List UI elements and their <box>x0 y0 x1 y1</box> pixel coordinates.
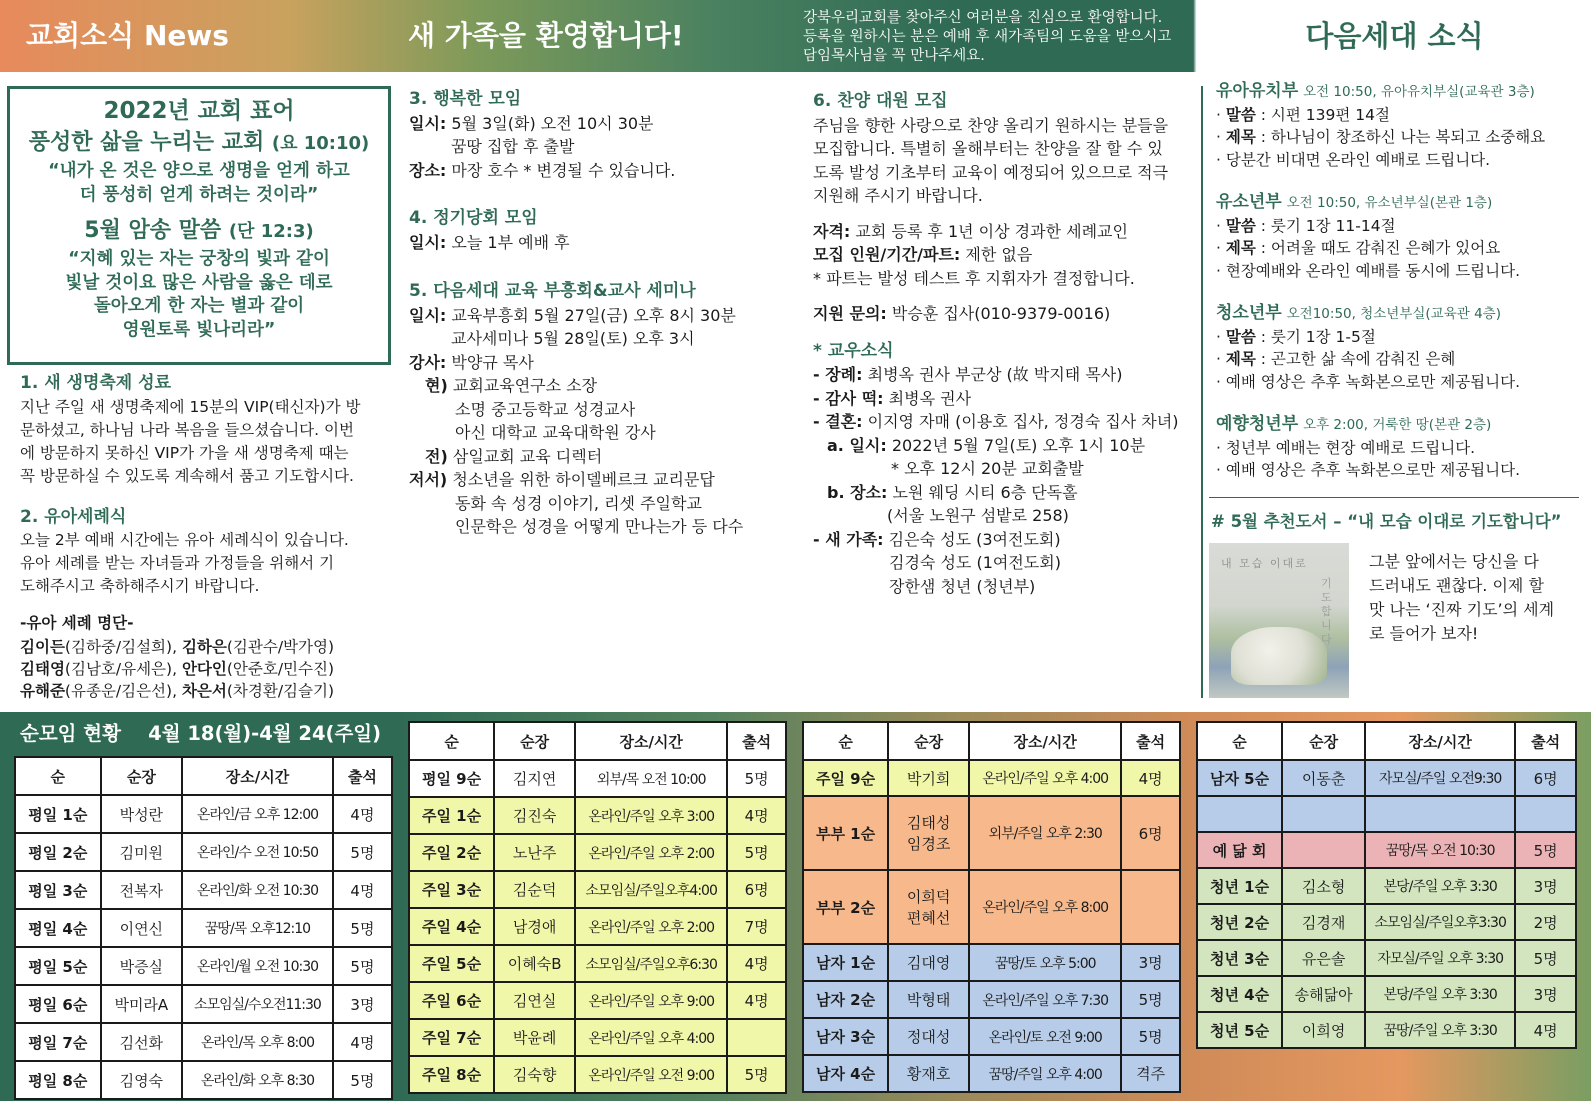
group-name-cell: 주일 3순 <box>409 871 494 908</box>
right-news-column: 6. 찬양 대원 모집 주님을 향한 사랑으로 찬양 올리기 원하시는 분들을 모집합니다. 특별히 올해부터는 찬양을 잘 할 수 있 도록 발성 기초부터 교육이 예정되어 있으므로 적극 지원해 주시기 바랍니다. 자격: 교회 등록 후 1년 이상 경과한 세례교인 모집 인원/기간/파트: 제한 없음 * 파트는 발성 테스트 후 지휘자가 결정합니다. 지원 문의: 박승훈 집사(010-9379-0016) * 교우소식 - 장례: 최병옥 권사 부군상 (故 박지태 목사) - 감사 떡: 최병옥 권사 - 결혼: 이지영 자매 (이용호 집사, 정경숙 집사 차녀) a. 일시: 2022년 5월 7일(토) 오후 1시 10분 * 오후 12시 20분 교회출발 b. 장소: 노원 웨딩 시티 6층 단독홀 (서울 노원구 섬밭로 258) - 새 가족: 김은숙 성도 (3여전도회) 김경숙 성도 (1여전도회) 장한샘 청년 (청년부) <box>813 90 1193 598</box>
attendance-cell: 5명 <box>1121 981 1180 1018</box>
news-2-title: 2. 유아세례식 <box>20 506 127 527</box>
place-time-cell: 온라인/화 오전 10:30 <box>182 871 333 909</box>
place-time-cell: 꿈땅/목 오후12:10 <box>182 909 333 947</box>
attendance-cell: 6명 <box>1515 760 1576 796</box>
group-name-cell: 주일 7순 <box>409 1019 494 1056</box>
column-header: 장소/시간 <box>575 722 727 760</box>
leader-cell: 김태성 임경조 <box>888 796 969 870</box>
attendance-title: 순모임 현황 4월 18(월)-4월 24(주일) <box>20 722 382 745</box>
group-name-cell: 평일 3순 <box>15 871 101 909</box>
group-name-cell: 남자 1순 <box>803 944 888 981</box>
leader-cell: 박형태 <box>888 981 969 1018</box>
table-row <box>1197 760 1576 796</box>
group-name-cell: 평일 5순 <box>15 947 101 985</box>
leader-cell: 박기희 <box>888 760 969 796</box>
place-time-cell <box>1365 796 1515 832</box>
attendance-cell: 5명 <box>727 760 786 797</box>
table-row <box>409 871 786 908</box>
table-row <box>409 1056 786 1093</box>
place-time-cell: 온라인/주일 오후 7:30 <box>969 981 1121 1018</box>
table-row <box>1197 868 1576 904</box>
leader-cell: 김영숙 <box>101 1061 183 1099</box>
group-name-cell: 평일 2순 <box>15 833 101 871</box>
place-time-cell: 꿈땅/주일 오후 3:30 <box>1365 1012 1515 1048</box>
attendance-cell: 6명 <box>727 871 786 908</box>
leader-cell: 박성란 <box>101 795 183 833</box>
table-row <box>409 982 786 1019</box>
baptism-roster-title: -유아 세례 명단- <box>20 614 134 632</box>
table-row <box>803 981 1180 1018</box>
dept-block: 유소년부 오전 10:50, 유소년부실(본관 1층) · 말씀 : 룻기 1장 11-14절 · 제목 : 어려울 때도 감춰진 은혜가 있어요 · 현장예배와 온라인 예배를 동시에 드립니다. <box>1216 192 1521 280</box>
table-row <box>803 1018 1180 1055</box>
table-row <box>803 796 1180 870</box>
attendance-cell: 2명 <box>1515 904 1576 940</box>
column-header: 순 <box>1197 722 1282 760</box>
table-row <box>15 833 392 871</box>
attendance-cell: 4명 <box>1515 1012 1576 1048</box>
place-time-cell: 온라인/주일 오후 4:00 <box>575 1019 727 1056</box>
dept-block: 청소년부 오전10:50, 청소년부실(교육관 4층) · 말씀 : 룻기 1장 1-5절 · 제목 : 곤고한 삶 속에 감춰진 은혜 · 예배 영상은 추후 녹화본으로만 제공됩니다. <box>1216 303 1521 391</box>
leader-cell: 노난주 <box>494 834 575 871</box>
column-header: 출석 <box>1515 722 1576 760</box>
table-row <box>1197 796 1576 832</box>
place-time-cell: 온라인/화 오후 8:30 <box>182 1061 333 1099</box>
attendance-cell: 3명 <box>1515 868 1576 904</box>
place-time-cell: 꿈땅/토 오후 5:00 <box>969 944 1121 981</box>
group-name-cell: 평일 1순 <box>15 795 101 833</box>
table-row <box>409 797 786 834</box>
attendance-cell: 7명 <box>727 908 786 945</box>
memory-verse-line: 돌아오게 한 자는 별과 같이 <box>93 296 305 316</box>
attendance-cell: 격주 <box>1121 1055 1180 1092</box>
group-name-cell: 주일 9순 <box>803 760 888 796</box>
table-row <box>15 985 392 1023</box>
news-1-title: 1. 새 생명축제 성료 <box>20 373 171 393</box>
group-name-cell: 남자 4순 <box>803 1055 888 1092</box>
leader-cell: 황재호 <box>888 1055 969 1092</box>
place-time-cell: 온라인/주일 오후 4:00 <box>969 760 1121 796</box>
welcome-message: 강북우리교회를 찾아주신 여러분을 진심으로 환영합니다. 등록을 원하시는 분은 예배 후 새가족팀의 도움을 받으시고 담임목사님을 꼭 만나주세요. <box>803 10 1172 64</box>
leader-cell <box>1282 796 1365 832</box>
group-name-cell: 평일 8순 <box>15 1061 101 1099</box>
group-name-cell: 주일 6순 <box>409 982 494 1019</box>
middle-news-column: 3. 행복한 모임 일시: 5월 3일(화) 오전 10시 30분 꿈땅 집합 후 출발 장소: 마장 호수 * 변경될 수 있습니다. 4. 정기당회 모임 일시: 오늘 1부 예배 후 5. 다음세대 교육 부흥회&교사 세미나 일시: 교육부흥회 5월 27일(금) 오후 8시 30분 교사세미나 5월 28일(토) 오후 3시 강사: 박양규 목사 현) 교회교육연구소 소장 소명 중고등학교 성경교사 아신 대학교 교육대학원 강사 전) 삼일교회 교육 디렉터 저서) 청소년을 위한 하이델베르크 교리문답 동화 속 성경 이야기, 리셋 주일학교 인문학은 성경을 어떻게 만나는가 등 다수 <box>409 88 794 539</box>
group-name-cell: 주일 2순 <box>409 834 494 871</box>
column-header: 순장 <box>888 722 969 760</box>
group-name-cell: 남자 2순 <box>803 981 888 1018</box>
column-header: 순 <box>409 722 494 760</box>
table-row <box>409 760 786 797</box>
news-4-title: 4. 정기당회 모임 <box>409 208 538 228</box>
book-description: 그분 앞에서는 당신을 다 드러내도 괜찮다. 이제 할 맛 나는 ‘진짜 기도’의 세계 로 들어가 보자! <box>1369 552 1555 643</box>
leader-cell: 이혜숙B <box>494 945 575 982</box>
welcome-title: 새 가족을 환영합니다! <box>408 19 684 52</box>
leader-cell: 김지연 <box>494 760 575 797</box>
table-row <box>803 944 1180 981</box>
place-time-cell: 온라인/월 오전 10:30 <box>182 947 333 985</box>
memory-verse-line: “지혜 있는 자는 궁창의 빛과 같이 <box>68 249 330 269</box>
recommended-book-title: # 5월 추천도서 – “내 모습 이대로 기도합니다” <box>1211 512 1562 531</box>
dept-block: 유아유치부 오전 10:50, 유아유치부실(교육관 3층) · 말씀 : 시편 139편 14절 · 제목 : 하나님이 창조하신 나는 복되고 소중해요 · 당분간 비대면 온라인 예배로 드립니다. <box>1216 81 1546 169</box>
leader-cell: 이동춘 <box>1282 760 1365 796</box>
column-header: 순 <box>803 722 888 760</box>
leader-cell: 김순덕 <box>494 871 575 908</box>
table-row <box>15 947 392 985</box>
attendance-table-2 <box>408 721 787 1094</box>
table-row <box>1197 976 1576 1012</box>
attendance-cell: 4명 <box>333 1023 392 1061</box>
place-time-cell: 온라인/주일 오후 9:00 <box>575 982 727 1019</box>
group-name-cell: 평일 7순 <box>15 1023 101 1061</box>
leader-cell: 박윤례 <box>494 1019 575 1056</box>
table-row <box>409 908 786 945</box>
leader-cell: 남경애 <box>494 908 575 945</box>
group-name-cell: 청년 4순 <box>1197 976 1282 1012</box>
column-header: 장소/시간 <box>969 722 1121 760</box>
place-time-cell: 온라인/주일 오후 2:00 <box>575 834 727 871</box>
group-name-cell: 청년 1순 <box>1197 868 1282 904</box>
place-time-cell: 온라인/목 오후 8:00 <box>182 1023 333 1061</box>
news-5-title: 5. 다음세대 교육 부흥회&교사 세미나 <box>409 281 696 301</box>
attendance-cell <box>1515 796 1576 832</box>
place-time-cell: 자모실/주일 오후 3:30 <box>1365 940 1515 976</box>
column-header: 순장 <box>101 757 183 795</box>
place-time-cell: 외부/주일 오후 2:30 <box>969 796 1121 870</box>
table-row <box>1197 940 1576 976</box>
group-name-cell <box>1197 796 1282 832</box>
attendance-cell: 5명 <box>1121 1018 1180 1055</box>
table-row <box>409 834 786 871</box>
leader-cell: 김대영 <box>888 944 969 981</box>
group-name-cell: 주일 1순 <box>409 797 494 834</box>
place-time-cell: 꿈땅/목 오전 10:30 <box>1365 832 1515 868</box>
motto-title: 2022년 교회 표어 <box>103 98 295 124</box>
table-row <box>803 1055 1180 1092</box>
place-time-cell: 온라인/주일 오후 2:00 <box>575 908 727 945</box>
place-time-cell: 소모임실/수오전11:30 <box>182 985 333 1023</box>
baptism-roster: 김이든(김하중/김설희), 김하은(김관수/박가영) 김태영(김남호/유세은), 안다인(안준호/민수진) 유해준(유종운/김은선), 차은서(차경환/김슬기) <box>20 637 335 700</box>
attendance-cell: 3명 <box>1515 976 1576 1012</box>
table-row <box>1197 904 1576 940</box>
group-name-cell: 남자 5순 <box>1197 760 1282 796</box>
column-header: 장소/시간 <box>182 757 333 795</box>
place-time-cell: 소모임실/주일오후4:00 <box>575 871 727 908</box>
memory-verse-line: 영원토록 빛나리라” <box>122 319 276 340</box>
table-row <box>15 1061 392 1099</box>
attendance-cell: 4명 <box>727 797 786 834</box>
memory-verse-title: 5월 암송 말씀 (단 12:3) <box>84 218 314 243</box>
leader-cell: 김선화 <box>101 1023 183 1061</box>
place-time-cell: 소모임실/주일오후6:30 <box>575 945 727 982</box>
attendance-cell: 5명 <box>727 1056 786 1093</box>
group-name-cell: 평일 9순 <box>409 760 494 797</box>
column-header: 순장 <box>1282 722 1365 760</box>
group-name-cell: 주일 4순 <box>409 908 494 945</box>
column-header: 순 <box>15 757 101 795</box>
place-time-cell: 온라인/토 오전 9:00 <box>969 1018 1121 1055</box>
leader-cell: 이희영 <box>1282 1012 1365 1048</box>
attendance-cell: 4명 <box>727 982 786 1019</box>
dept-block: 예향청년부 오후 2:00, 거룩한 땅(본관 2층) · 청년부 예배는 현장 예배로 드립니다. · 예배 영상은 추후 녹화본으로만 제공됩니다. <box>1216 414 1521 479</box>
news-6-title: 6. 찬양 대원 모집 <box>813 91 948 111</box>
memory-verse-line: 빛날 것이요 많은 사람을 옳은 데로 <box>65 272 333 293</box>
church-motto-box <box>7 86 391 365</box>
news-title: 교회소식 News <box>26 19 229 52</box>
table-row <box>803 760 1180 796</box>
leader-cell: 김미원 <box>101 833 183 871</box>
attendance-cell: 4명 <box>1121 760 1180 796</box>
column-header: 출석 <box>1121 722 1180 760</box>
place-time-cell: 자모실/주일 오전9:30 <box>1365 760 1515 796</box>
attendance-cell: 4명 <box>727 945 786 982</box>
leader-cell <box>1282 832 1365 868</box>
table-row <box>409 945 786 982</box>
place-time-cell: 온라인/주일 오후 3:00 <box>575 797 727 834</box>
member-news-title: * 교우소식 <box>813 340 894 361</box>
group-name-cell: 예 닮 회 <box>1197 832 1282 868</box>
table-row <box>15 909 392 947</box>
attendance-cell: 5명 <box>333 909 392 947</box>
book-cover-image: 내 모습 이대로 기도합니다 <box>1209 543 1349 698</box>
leader-cell: 정대성 <box>888 1018 969 1055</box>
motto-quote-line: 더 풍성히 얻게 하려는 것이라” <box>79 184 319 205</box>
leader-cell: 전복자 <box>101 871 183 909</box>
group-name-cell: 평일 6순 <box>15 985 101 1023</box>
group-name-cell: 청년 5순 <box>1197 1012 1282 1048</box>
leader-cell: 이희덕 편혜선 <box>888 870 969 944</box>
attendance-cell: 4명 <box>333 871 392 909</box>
table-row <box>1197 1012 1576 1048</box>
attendance-table-1 <box>14 756 393 1100</box>
leader-cell: 김경재 <box>1282 904 1365 940</box>
leader-cell: 박미라A <box>101 985 183 1023</box>
place-time-cell: 온라인/주일 오전 9:00 <box>575 1056 727 1093</box>
group-name-cell: 주일 5순 <box>409 945 494 982</box>
attendance-cell: 5명 <box>1515 832 1576 868</box>
group-name-cell: 부부 1순 <box>803 796 888 870</box>
attendance-cell <box>1121 870 1180 944</box>
attendance-table-4 <box>1196 721 1577 1049</box>
motto-slogan: 풍성한 삶을 누리는 교회 (요 10:10) <box>28 130 370 155</box>
leader-cell: 김연실 <box>494 982 575 1019</box>
attendance-cell: 5명 <box>1515 940 1576 976</box>
section-divider <box>1209 497 1579 498</box>
place-time-cell: 꿈땅/주일 오후 4:00 <box>969 1055 1121 1092</box>
attendance-cell: 5명 <box>333 833 392 871</box>
group-name-cell: 청년 3순 <box>1197 940 1282 976</box>
leader-cell: 김소형 <box>1282 868 1365 904</box>
place-time-cell: 본당/주일 오후 3:30 <box>1365 868 1515 904</box>
motto-quote-line: “내가 온 것은 양으로 생명을 얻게 하고 <box>48 161 350 181</box>
column-divider <box>1201 86 1203 698</box>
place-time-cell: 소모임실/주일오후3:30 <box>1365 904 1515 940</box>
group-name-cell: 주일 8순 <box>409 1056 494 1093</box>
place-time-cell: 온라인/수 오전 10:50 <box>182 833 333 871</box>
leader-cell: 김진숙 <box>494 797 575 834</box>
leader-cell: 박증실 <box>101 947 183 985</box>
attendance-cell: 3명 <box>1121 944 1180 981</box>
leader-cell: 송해닮아 <box>1282 976 1365 1012</box>
next-generation-title: 다음세대 소식 <box>1198 0 1591 72</box>
table-row <box>15 795 392 833</box>
place-time-cell: 온라인/금 오후 12:00 <box>182 795 333 833</box>
table-row <box>15 1023 392 1061</box>
place-time-cell: 온라인/주일 오후 8:00 <box>969 870 1121 944</box>
table-row <box>1197 832 1576 868</box>
table-row <box>803 870 1180 944</box>
attendance-cell: 5명 <box>333 1061 392 1099</box>
attendance-cell: 6명 <box>1121 796 1180 870</box>
table-row <box>409 1019 786 1056</box>
attendance-cell <box>727 1019 786 1056</box>
table-row <box>15 871 392 909</box>
group-name-cell: 평일 4순 <box>15 909 101 947</box>
attendance-cell: 4명 <box>333 795 392 833</box>
leader-cell: 유은솔 <box>1282 940 1365 976</box>
next-generation-column <box>1216 80 1588 482</box>
column-header: 장소/시간 <box>1365 722 1515 760</box>
attendance-cell: 3명 <box>333 985 392 1023</box>
group-name-cell: 청년 2순 <box>1197 904 1282 940</box>
attendance-cell: 5명 <box>727 834 786 871</box>
place-time-cell: 외부/목 오전 10:00 <box>575 760 727 797</box>
column-header: 순장 <box>494 722 575 760</box>
column-header: 출석 <box>727 722 786 760</box>
news-3-title: 3. 행복한 모임 <box>409 89 522 109</box>
leader-cell: 이연신 <box>101 909 183 947</box>
group-name-cell: 부부 2순 <box>803 870 888 944</box>
column-header: 출석 <box>333 757 392 795</box>
attendance-cell: 5명 <box>333 947 392 985</box>
place-time-cell: 본당/주일 오후 3:30 <box>1365 976 1515 1012</box>
leader-cell: 김숙향 <box>494 1056 575 1093</box>
attendance-table-3 <box>802 721 1181 1093</box>
group-name-cell: 남자 3순 <box>803 1018 888 1055</box>
left-news-column: 1. 새 생명축제 성료 지난 주일 새 생명축제에 15분의 VIP(태신자)가 방 문하셨고, 하나님 나라 복음을 들으셨습니다. 이번 에 방문하지 못하신 VIP가 가을 새 생명축제 때는 꼭 방문하실 수 있도록 계속해서 품고 기도합시다. 2. 유아세례식 오늘 2부 예배 시간에는 유아 세례식이 있습니다. 유아 세례를 받는 자녀들과 가정들을 위해서 기 도해주시고 축하해주시기 바랍니다. -유아 세례 명단- 김이든(김하중/김설희), 김하은(김관수/박가영) 김태영(김남호/유세은), 안다인(안준호/민수진) 유해준(유종운/김은선), 차은서(차경환/김슬기) <box>20 372 390 702</box>
